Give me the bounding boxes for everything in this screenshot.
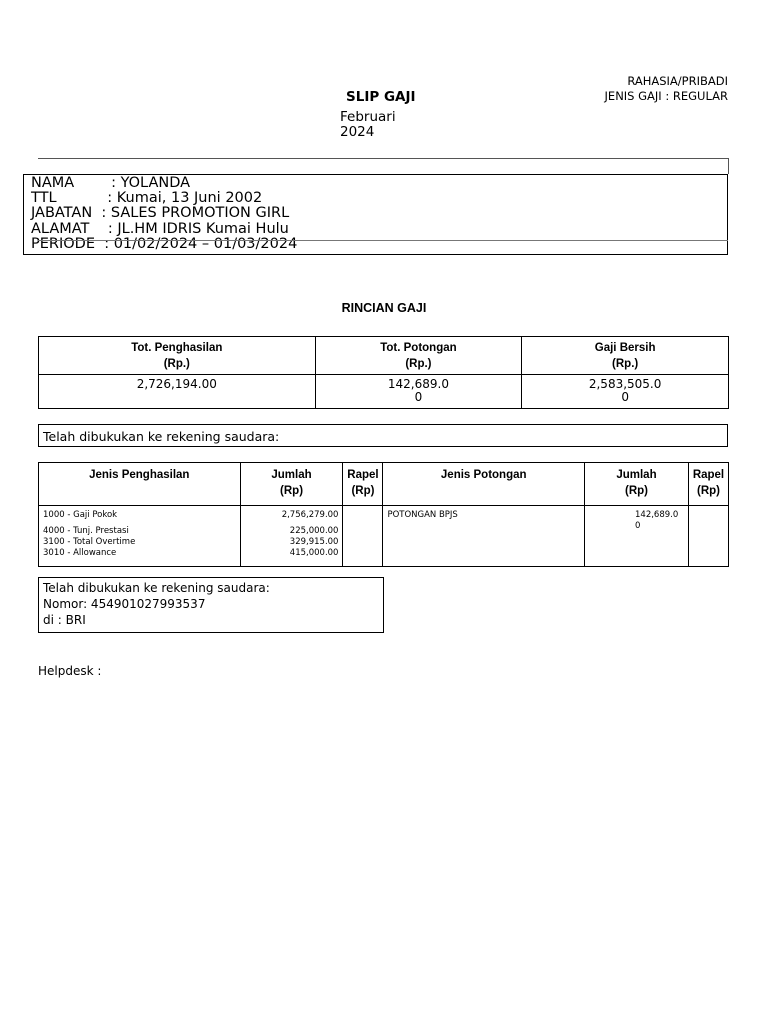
header-deduction-rapel-unit: (Rp): [696, 485, 720, 497]
net-salary-line1: 2,583,505.0: [588, 377, 662, 391]
employee-ttl: TTL : Kumai, 13 Juni 2002: [31, 190, 263, 206]
income-rapel-cell: [343, 506, 383, 567]
transfer-note-box: [38, 424, 728, 447]
header-income-amount: [240, 463, 343, 506]
income-item-label: 3100 - Total Overtime: [43, 537, 136, 547]
income-item-label: 3010 - Allowance: [43, 548, 117, 558]
employee-box-inner-line: [38, 240, 728, 241]
confidential-label: RAHASIA/PRIBADI: [627, 74, 728, 88]
deduction-amounts-cell: [585, 506, 689, 567]
deduction-rapel-cell: [688, 506, 728, 567]
summary-col-net-unit: (Rp.): [612, 357, 639, 370]
slip-month: Februari: [340, 109, 396, 125]
summary-col-income-label: Tot. Penghasilan: [131, 341, 223, 354]
bank-name: di : BRI: [43, 613, 86, 627]
income-item-label: 4000 - Tunj. Prestasi: [43, 526, 129, 536]
summary-col-income-unit: (Rp.): [163, 357, 190, 370]
total-deduction-line1: 142,689.0: [387, 377, 449, 391]
deduction-amount-line2: 0: [635, 521, 641, 531]
details-body-row: [39, 506, 729, 567]
details-header-row: [39, 463, 729, 506]
header-deduction-amount-unit: (Rp): [624, 485, 648, 497]
header-deduction-rapel-label: Rapel: [692, 469, 725, 481]
details-table: [38, 462, 729, 567]
summary-col-deduction: [315, 337, 522, 375]
transfer-note-text: Telah dibukukan ke rekening saudara:: [43, 429, 280, 444]
rincian-title: RINCIAN GAJI: [341, 301, 427, 315]
income-item-amount: 415,000.00: [289, 548, 339, 558]
header-deduction-type: Jenis Potongan: [383, 463, 585, 506]
income-item-label: 1000 - Gaji Pokok: [43, 510, 118, 520]
slip-year: 2024: [340, 124, 375, 140]
total-income-value: 2,726,194.00: [39, 375, 316, 409]
total-deduction-line2: 0: [414, 390, 423, 404]
summary-value-row: [39, 375, 729, 409]
slip-period: [340, 110, 396, 140]
bank-account-number: Nomor: 454901027993537: [43, 597, 206, 611]
header-deduction-amount: [585, 463, 689, 506]
deduction-item-label: POTONGAN BPJS: [387, 510, 458, 520]
employee-info-box: [23, 174, 728, 255]
summary-header-row: [39, 337, 729, 375]
income-types-cell: [39, 506, 241, 567]
net-salary-value: [522, 375, 729, 409]
employee-alamat: ALAMAT : JL.HM IDRIS Kumai Hulu: [31, 221, 289, 237]
deduction-amount-line1: 142,689.0: [635, 510, 679, 520]
confidential-header: [605, 74, 728, 104]
header-income-rapel-unit: (Rp): [351, 485, 375, 497]
employee-name: NAMA : YOLANDA: [31, 175, 191, 191]
income-amounts-cell: [240, 506, 343, 567]
header-income-type: Jenis Penghasilan: [39, 463, 241, 506]
bank-transfer-note: Telah dibukukan ke rekening saudara:: [43, 581, 270, 595]
summary-table: [38, 336, 729, 409]
employee-periode: PERIODE : 01/02/2024 – 01/03/2024: [31, 236, 298, 252]
income-item-amount: 2,756,279.00: [281, 510, 339, 520]
total-deduction-value: [315, 375, 522, 409]
slip-title: SLIP GAJI: [346, 89, 416, 105]
summary-col-income: [39, 337, 316, 375]
summary-col-net: [522, 337, 729, 375]
net-salary-line2: 0: [621, 390, 629, 404]
bank-transfer-box: [38, 577, 384, 633]
income-item-amount: 225,000.00: [289, 526, 339, 536]
summary-col-net-label: Gaji Bersih: [594, 341, 656, 354]
header-income-rapel-label: Rapel: [347, 469, 379, 481]
income-item-amount: 329,915.00: [289, 537, 339, 547]
divider-line: [38, 158, 728, 159]
salary-type-label: JENIS GAJI : REGULAR: [604, 89, 728, 103]
divider-tick: [728, 158, 729, 174]
summary-col-deduction-unit: (Rp.): [405, 357, 432, 370]
header-deduction-rapel: [688, 463, 728, 506]
helpdesk-label: Helpdesk :: [38, 664, 102, 678]
header-income-amount-label: Jumlah: [271, 469, 312, 481]
deduction-types-cell: [383, 506, 585, 567]
employee-jabatan: JABATAN : SALES PROMOTION GIRL: [31, 205, 290, 221]
summary-col-deduction-label: Tot. Potongan: [380, 341, 457, 354]
header-income-rapel: [343, 463, 383, 506]
header-income-amount-unit: (Rp): [280, 485, 304, 497]
header-deduction-amount-label: Jumlah: [616, 469, 657, 481]
